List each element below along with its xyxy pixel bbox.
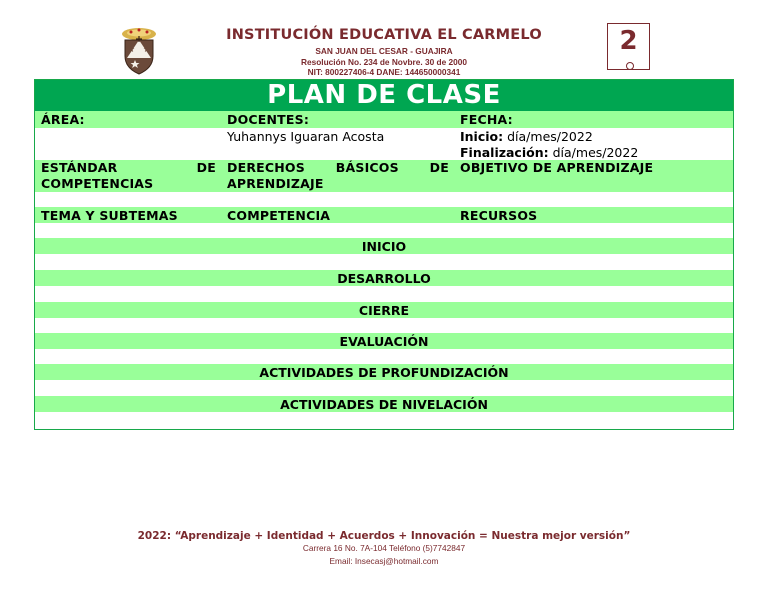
- docentes-label: DOCENTES:: [227, 112, 310, 127]
- estandar-word: ESTÁNDAR: [41, 160, 118, 175]
- footer-email: Email: Insecasj@hotmail.com: [329, 556, 439, 566]
- estandar-de-word: DE: [196, 160, 216, 175]
- inicio-label: Inicio:: [460, 129, 504, 144]
- competencia-label: COMPETENCIA: [227, 208, 331, 223]
- class-plan-table: [34, 79, 734, 430]
- fecha-label: FECHA:: [460, 112, 513, 127]
- dba-derechos-word: DERECHOS: [227, 160, 305, 175]
- finalizacion-label: Finalización:: [460, 145, 549, 160]
- estandar-label-line2: COMPETENCIAS: [41, 176, 154, 191]
- inicio-date: día/mes/2022: [507, 129, 593, 144]
- footer-motto: 2022: “Aprendizaje + Identidad + Acuerdos + Innovación = Nuestra mejor versión”: [137, 530, 631, 542]
- inicio-line[interactable]: [460, 129, 593, 144]
- section-nivelacion: ACTIVIDADES DE NIVELACIÓN: [280, 397, 488, 412]
- section-desarrollo: DESARROLLO: [337, 271, 431, 286]
- objetivo-label: OBJETIVO DE APRENDIZAJE: [460, 160, 654, 175]
- tema-label: TEMA Y SUBTEMAS: [41, 208, 178, 223]
- section-cierre: CIERRE: [358, 303, 410, 318]
- institution-resolution: Resolución No. 234 de Novbre. 30 de 2000: [300, 57, 467, 67]
- finalizacion-date: día/mes/2022: [552, 145, 639, 160]
- recursos-label: RECURSOS: [460, 208, 538, 223]
- footer-address: Carrera 16 No. 7A-104 Teléfono (5)7742847: [302, 543, 466, 553]
- institution-name: INSTITUCIÓN EDUCATIVA EL CARMELO: [226, 27, 542, 43]
- header-row-band: [35, 111, 733, 128]
- docentes-value[interactable]: Yuhannys Iguaran Acosta: [227, 129, 385, 144]
- dba-label-line1: [227, 160, 449, 175]
- dba-basicos-word: BÁSICOS: [335, 160, 399, 175]
- section-inicio: INICIO: [361, 239, 407, 254]
- institution-city: SAN JUAN DEL CESAR - GUAJIRA: [315, 46, 453, 56]
- plan-title: PLAN DE CLASE: [35, 80, 733, 111]
- section-profundizacion: ACTIVIDADES DE PROFUNDIZACIÓN: [259, 365, 509, 380]
- page-number-overflow-glyph: [626, 62, 634, 70]
- section-evaluacion: EVALUACIÓN: [339, 334, 429, 349]
- area-label: ÁREA:: [41, 112, 85, 127]
- page-number-box: [607, 23, 650, 70]
- institution-nit: NIT: 800227406-4 DANE: 144650000341: [307, 67, 461, 77]
- dba-label-line2: APRENDIZAJE: [227, 176, 324, 191]
- finalizacion-line[interactable]: [460, 145, 638, 160]
- estandar-label-line1: [41, 160, 216, 175]
- dba-de-word: DE: [429, 160, 449, 175]
- page-number: 2: [619, 26, 638, 56]
